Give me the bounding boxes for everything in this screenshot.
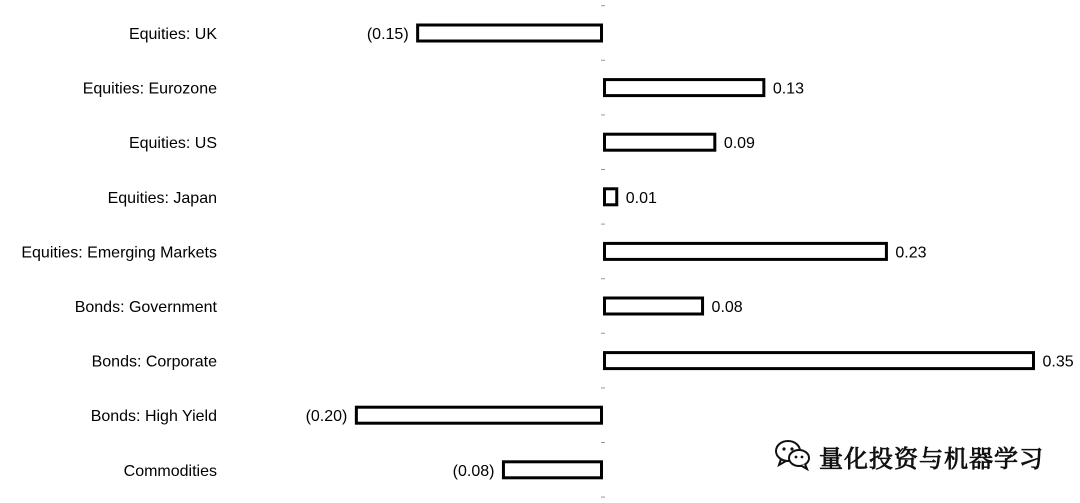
bar: [605, 298, 703, 314]
value-label: 0.09: [723, 135, 755, 153]
bar: [605, 189, 617, 205]
bar: [605, 80, 764, 96]
wechat-icon: [773, 437, 813, 476]
category-label: Equities: Emerging Markets: [21, 244, 217, 262]
bar: [605, 243, 887, 259]
category-label: Equities: UK: [128, 26, 217, 43]
value-label: 0.08: [711, 299, 743, 316]
bar: [605, 134, 715, 150]
watermark: [773, 437, 1044, 476]
value-label: (0.15): [366, 26, 409, 43]
bar: [503, 462, 601, 478]
bar: [605, 353, 1034, 369]
value-label: 0.01: [625, 189, 657, 207]
bar: [418, 25, 602, 41]
category-label: Bonds: Government: [74, 299, 217, 316]
value-label: 0.13: [772, 80, 804, 98]
category-label: Equities: Japan: [107, 189, 217, 207]
category-label: Equities: US: [128, 135, 217, 153]
category-label: Equities: Eurozone: [82, 80, 217, 98]
value-label: 0.23: [895, 244, 927, 262]
category-label: Bonds: Corporate: [91, 353, 217, 371]
bar: [356, 407, 601, 423]
value-label: (0.08): [452, 462, 495, 480]
watermark-text: 量化投资与机器学习: [819, 445, 1044, 473]
category-label: Commodities: [123, 462, 217, 480]
value-label: (0.20): [305, 408, 348, 426]
value-label: 0.35: [1042, 353, 1074, 371]
category-label: Bonds: High Yield: [90, 408, 217, 426]
